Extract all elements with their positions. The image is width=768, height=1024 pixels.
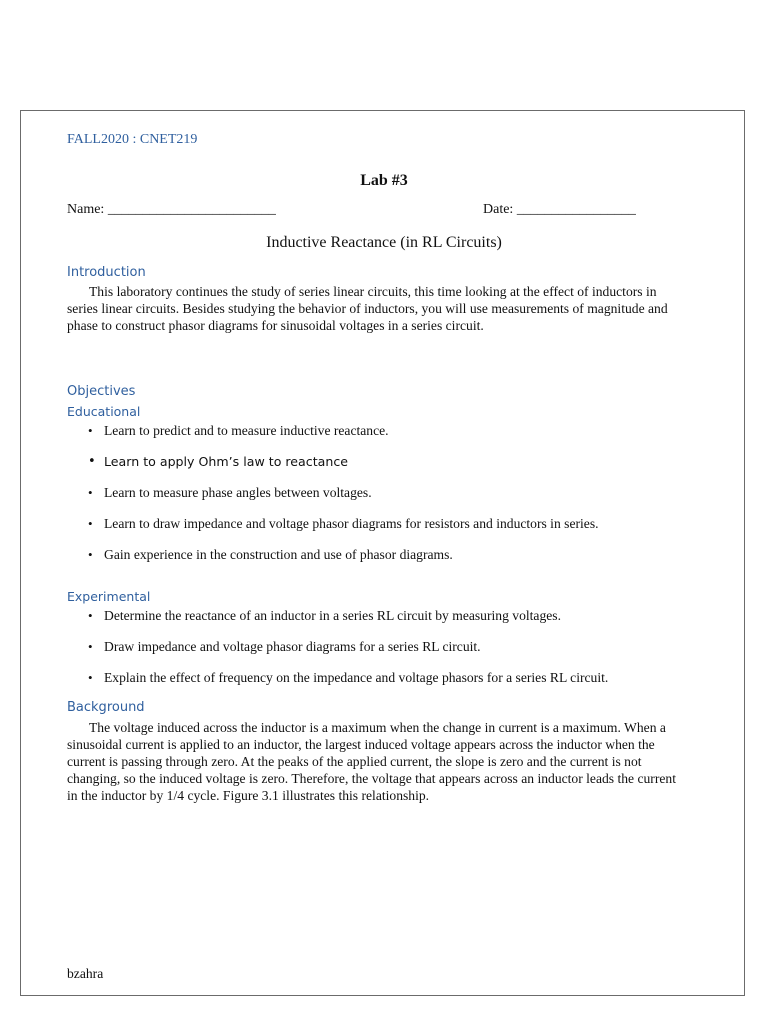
list-item: • Learn to draw impedance and voltage phasor diagrams for resistors and inductors in series. [88, 515, 708, 546]
experimental-list [88, 607, 708, 700]
introduction-heading: Introduction [67, 265, 146, 280]
lab-title: Lab #3 [360, 172, 408, 189]
list-item: • Explain the effect of frequency on the impedance and voltage phasors for a series RL circuit. [88, 669, 708, 700]
list-item: • Learn to predict and to measure inductive reactance. [88, 422, 708, 453]
document-title: Inductive Reactance (in RL Circuits) [266, 234, 502, 251]
list-item: • Determine the reactance of an inductor in a series RL circuit by measuring voltages. [88, 607, 708, 638]
course-label: FALL2020 : CNET219 [67, 132, 198, 147]
date-field: Date: _________________ [483, 202, 636, 217]
background-heading: Background [67, 700, 145, 715]
experimental-heading: Experimental [67, 589, 151, 604]
educational-list [88, 422, 708, 577]
list-item: • Learn to measure phase angles between voltages. [88, 484, 708, 515]
introduction-paragraph: This laboratory continues the study of series linear circuits, this time looking at the effect of inductors in series linear circuits. Besides studying the behavior of inductors, you will use measurements of magnitude and phase to construct phasor diagrams for sinusoidal voltages in a series circuit. [67, 284, 668, 333]
footer-author: bzahra [67, 966, 104, 981]
background-paragraph: The voltage induced across the inductor is a maximum when the change in current is a maximum. When a sinusoidal current is applied to an inductor, the largest induced voltage appears across the inductor when the current is passing through zero. At the peaks of the applied current, the slope is zero and the current is not changing, so the induced voltage is zero. Therefore, the voltage that appears across an inductor leads the current in the inductor by 1/4 cycle. Figure 3.1 illustrates this relationship. [67, 720, 676, 803]
name-field: Name: ________________________ [67, 202, 276, 217]
objectives-heading: Objectives [67, 384, 136, 399]
list-item: • Draw impedance and voltage phasor diagrams for a series RL circuit. [88, 638, 708, 669]
educational-heading: Educational [67, 404, 141, 419]
list-item: • Learn to apply Ohm’s law to reactance [88, 453, 708, 484]
list-item: • Gain experience in the construction and use of phasor diagrams. [88, 546, 708, 577]
